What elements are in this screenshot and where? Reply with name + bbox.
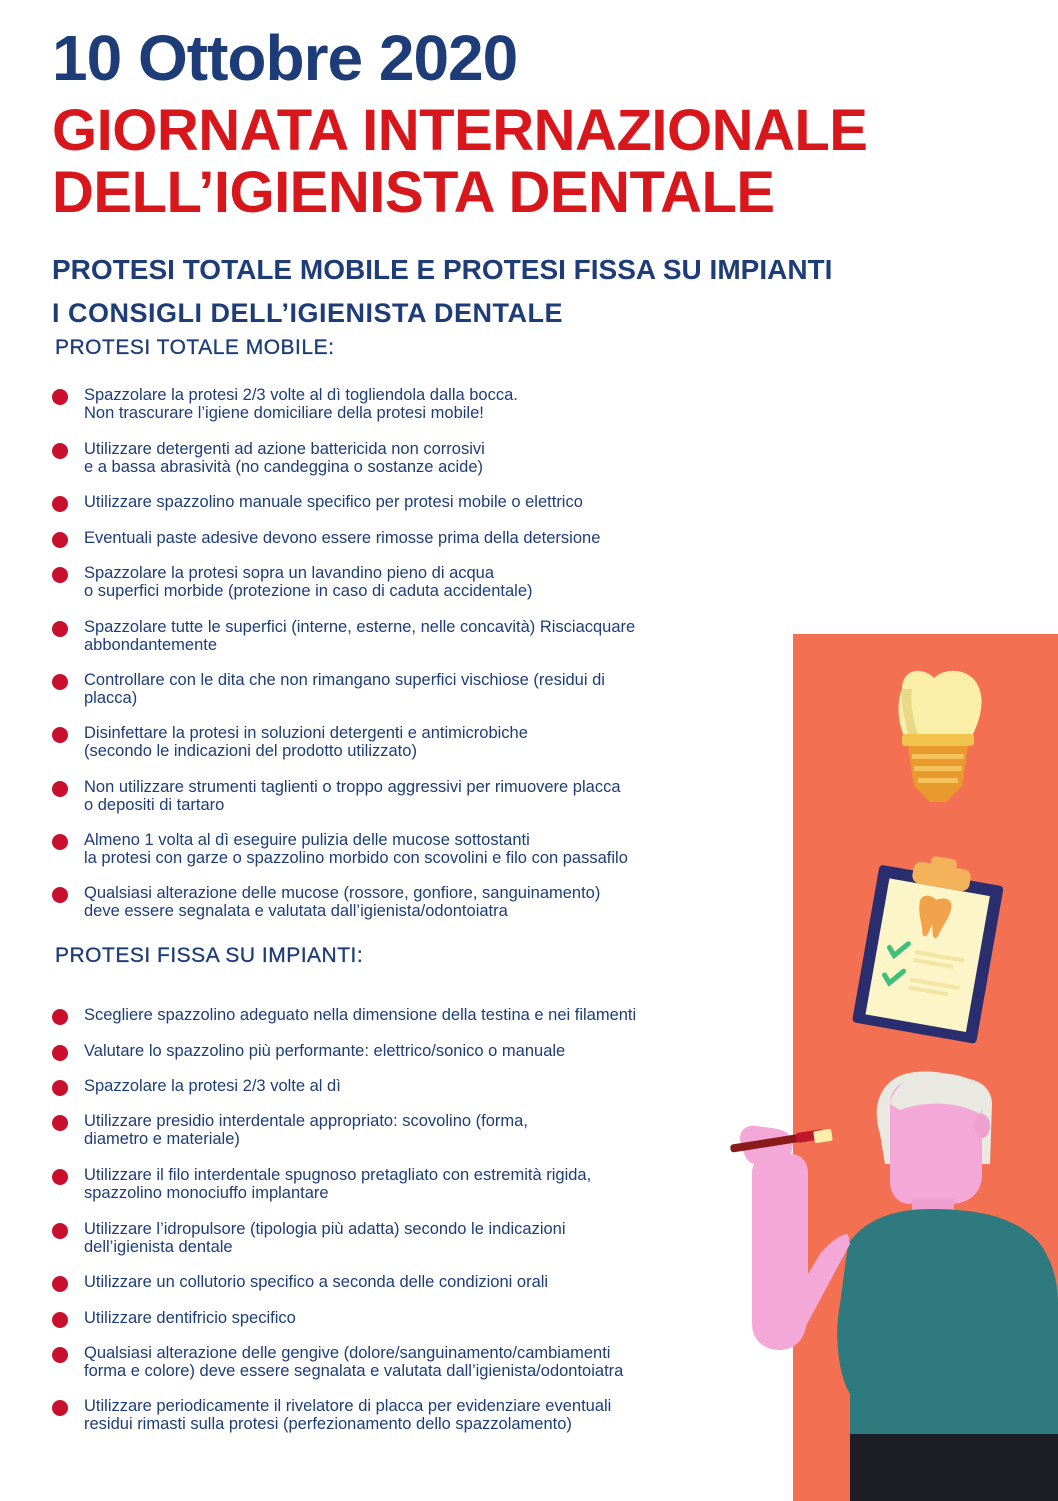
bullet-dot-icon [52, 674, 68, 690]
list-item-text: Qualsiasi alterazione delle mucose (rossore, gonfiore, sanguinamento) deve essere segnalata e valutata dall’igienista/odontoiatra [84, 884, 601, 920]
bullet-dot-icon [52, 887, 68, 903]
list-item-text: Utilizzare dentifricio specifico [84, 1309, 296, 1327]
bullet-dot-icon [52, 727, 68, 743]
list-item-text: Eventuali paste adesive devono essere rimosse prima della detersione [84, 529, 601, 547]
bullet-dot-icon [52, 496, 68, 512]
list-item-text: Utilizzare un collutorio specifico a seconda delle condizioni orali [84, 1273, 549, 1291]
bullet-dot-icon [52, 1045, 68, 1061]
bullet-dot-icon [52, 532, 68, 548]
subtitle-secondary: I CONSIGLI DELL’IGIENISTA DENTALE [52, 298, 564, 328]
list-item-text: Utilizzare l’idropulsore (tipologia più adatta) secondo le indicazioni dell’igienista dentale [84, 1220, 566, 1256]
list-item-text: Utilizzare presidio interdentale appropriato: scovolino (forma, diametro e materiale) [84, 1112, 528, 1148]
bullet-dot-icon [52, 1009, 68, 1025]
list-item-text: Utilizzare il filo interdentale spugnoso pretagliato con estremità rigida, spazzolino monociuffo implantare [84, 1166, 592, 1202]
bullet-dot-icon [52, 1400, 68, 1416]
subtitle: PROTESI TOTALE MOBILE E PROTESI FISSA SU IMPIANTI [52, 254, 833, 285]
bullet-dot-icon [52, 781, 68, 797]
page-title [52, 100, 867, 224]
event-date: 10 Ottobre 2020 [52, 22, 518, 94]
list-item-text: Almeno 1 volta al dì eseguire pulizia delle mucose sottostanti la protesi con garze o spazzolino morbido con scovolini e filo con passafilo [84, 831, 628, 867]
title-line-2: DELL’IGIENISTA DENTALE [52, 160, 775, 225]
bullet-dot-icon [52, 1115, 68, 1131]
bullet-dot-icon [52, 443, 68, 459]
list-item-text: Spazzolare la protesi 2/3 volte al dì [84, 1077, 341, 1095]
section-title-protesi-mobile: PROTESI TOTALE MOBILE: [55, 336, 335, 359]
bullet-dot-icon [52, 1347, 68, 1363]
bullet-dot-icon [52, 621, 68, 637]
list-item-text: Spazzolare la protesi 2/3 volte al dì togliendola dalla bocca. Non trascurare l’igiene domiciliare della protesi mobile! [84, 386, 518, 422]
bullet-dot-icon [52, 1276, 68, 1292]
bullet-dot-icon [52, 1169, 68, 1185]
list-item-text: Utilizzare detergenti ad azione battericida non corrosivi e a bassa abrasività (no candeggina o sostanze acide) [84, 440, 485, 476]
bullet-dot-icon [52, 1312, 68, 1328]
list-item-text: Disinfettare la protesi in soluzioni detergenti e antimicrobiche (secondo le indicazioni del prodotto utilizzato) [84, 724, 528, 760]
list-item-text: Valutare lo spazzolino più performante: elettrico/sonico o manuale [84, 1042, 566, 1060]
list-item-text: Scegliere spazzolino adeguato nella dimensione della testina e nei filamenti [84, 1006, 637, 1024]
list-item-text: Spazzolare la protesi sopra un lavandino pieno di acqua o superfici morbide (protezione in caso di caduta accidentale) [84, 564, 533, 600]
list-item-text: Spazzolare tutte le superfici (interne, esterne, nelle concavità) Risciacquare abbondantemente [84, 618, 636, 654]
bullet-dot-icon [52, 1223, 68, 1239]
illustration-panel [730, 634, 1058, 1501]
list-item-text: Controllare con le dita che non rimangano superfici vischiose (residui di placca) [84, 671, 605, 707]
bullet-dot-icon [52, 834, 68, 850]
section-title-protesi-fissa: PROTESI FISSA SU IMPIANTI: [55, 944, 364, 967]
list-item-text: Utilizzare spazzolino manuale specifico per protesi mobile o elettrico [84, 493, 583, 511]
list-item-text: Non utilizzare strumenti taglienti o troppo aggressivi per rimuovere placca o depositi di tartaro [84, 778, 621, 814]
list-item-text: Utilizzare periodicamente il rivelatore di placca per evidenziare eventuali residui rimasti sulla protesi (perfezionamento dello spazzolamento) [84, 1397, 612, 1433]
bullet-dot-icon [52, 1080, 68, 1096]
bullet-dot-icon [52, 389, 68, 405]
bullet-dot-icon [52, 567, 68, 583]
title-line-1: GIORNATA INTERNAZIONALE [52, 98, 868, 163]
list-item-text: Qualsiasi alterazione delle gengive (dolore/sanguinamento/cambiamenti forma e colore) deve essere segnalata e valutata dall’igienista/odontoiatra [84, 1344, 624, 1380]
